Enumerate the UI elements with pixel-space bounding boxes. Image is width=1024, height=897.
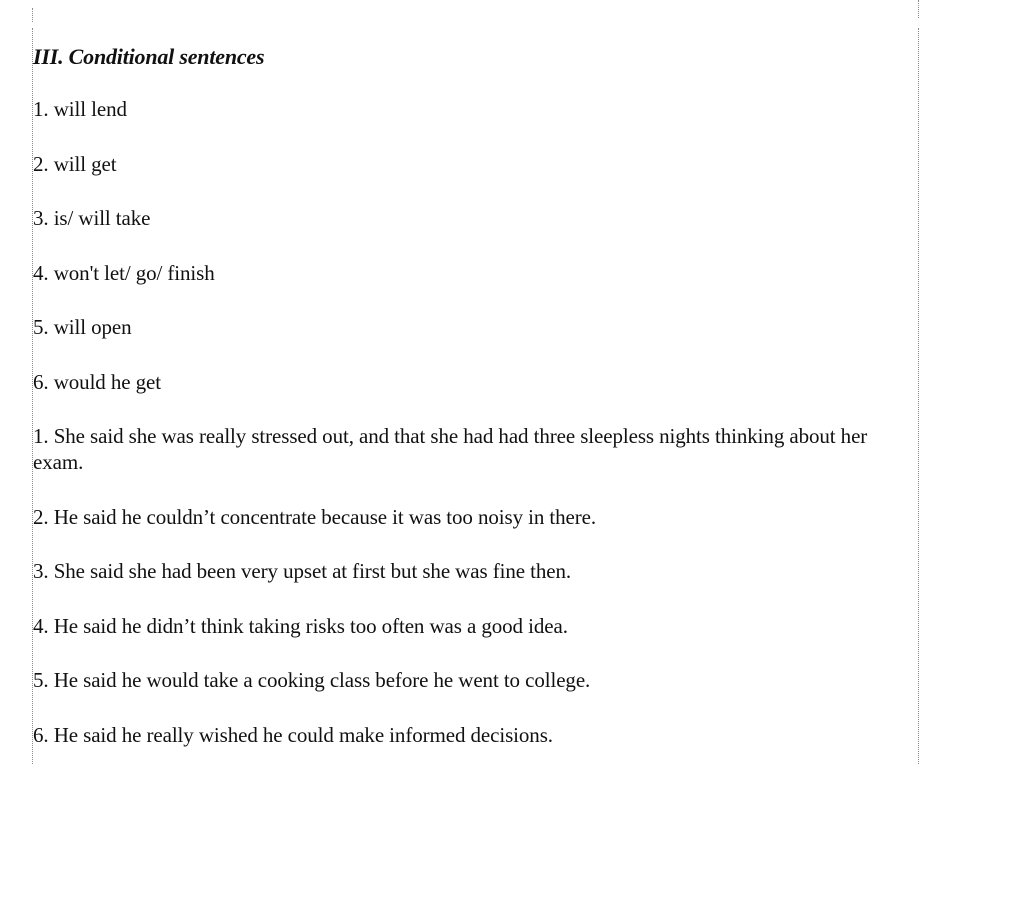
right-margin-guide xyxy=(918,28,919,764)
conditional-answers-list xyxy=(33,96,913,395)
answer-item: 1. will lend xyxy=(33,97,127,121)
answer-item: 1. She said she was really stressed out, and that she had had three sleepless nights thinking about her exam. xyxy=(33,424,868,474)
answer-item: 2. will get xyxy=(33,151,117,176)
reported-speech-answers-list xyxy=(33,423,913,748)
section-heading: III. Conditional sentences xyxy=(33,44,265,69)
answer-item: 3. She said she had been very upset at first but she was fine then. xyxy=(33,559,571,583)
right-margin-guide-top xyxy=(918,0,919,18)
answer-item: 6. would he get xyxy=(33,369,161,394)
document-page xyxy=(33,42,913,776)
answer-item: 4. He said he didn’t think taking risks too often was a good idea. xyxy=(33,613,568,638)
left-margin-guide-top xyxy=(32,8,33,22)
answer-item: 2. He said he couldn’t concentrate because it was too noisy in there. xyxy=(33,504,597,529)
answer-item: 6. He said he really wished he could make informed decisions. xyxy=(33,722,553,747)
answer-item: 5. He said he would take a cooking class before he went to college. xyxy=(33,668,591,692)
answer-item: 4. won't let/ go/ finish xyxy=(33,260,215,285)
answer-item: 3. is/ will take xyxy=(33,206,151,230)
answer-item: 5. will open xyxy=(33,315,132,339)
